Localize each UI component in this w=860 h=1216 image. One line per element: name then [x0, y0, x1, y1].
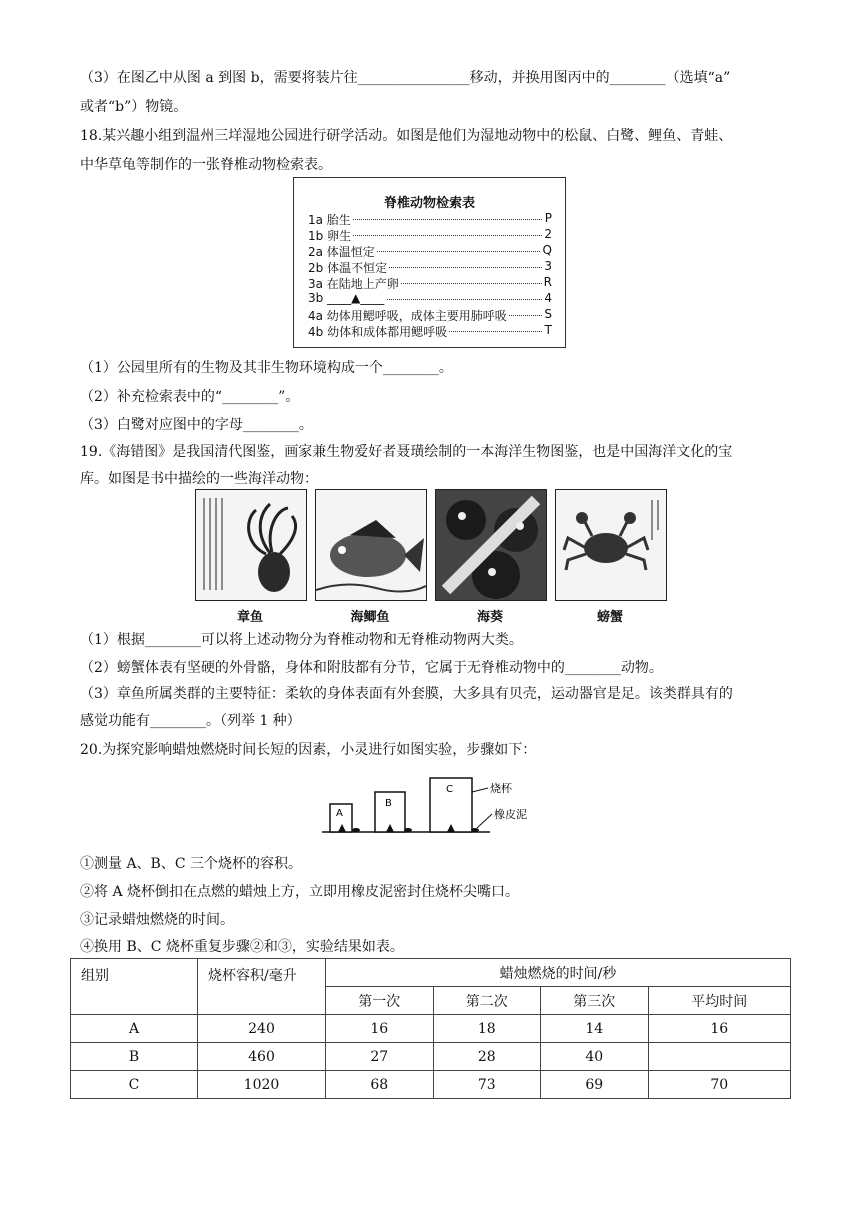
vertebrate-key-figure [293, 177, 566, 348]
cell: B [71, 1043, 198, 1071]
label-octopus: 章鱼 [236, 610, 263, 625]
step-1: ①测量 A、B、C 三个烧杯的容积。 [80, 856, 303, 872]
header-trial: 第二次 [433, 987, 541, 1015]
cell: C [71, 1071, 198, 1099]
cell: A [71, 1015, 198, 1043]
cell: 69 [541, 1071, 649, 1099]
cell: 40 [541, 1043, 649, 1071]
cell: 70 [648, 1071, 791, 1099]
sea-bream-image [315, 489, 427, 601]
cell: 240 [198, 1015, 326, 1043]
beaker-label-c: C [446, 784, 453, 795]
q18-intro-line1: 18.某兴趣小组到温州三垟湿地公园进行研学活动。如图是他们为湿地动物中的松鼠、白鹭、鲤鱼、青蛙、 [80, 128, 733, 144]
cell: 16 [648, 1015, 791, 1043]
q18-part1: （1）公园里所有的生物及其非生物环境构成一个________。 [80, 360, 453, 376]
results-table [70, 958, 791, 1099]
header-trial: 第一次 [326, 987, 434, 1015]
key-row: 4b 幼体和成体都用鳃呼吸 T [308, 323, 552, 339]
beaker-label-a: A [336, 808, 343, 819]
q18-part3: （3）白鹭对应图中的字母________。 [80, 417, 313, 433]
q19-part3-line2: 感觉功能有________。（列举 1 种） [80, 713, 301, 729]
sea-animals-figure [195, 489, 665, 627]
q19-part1: （1）根据________可以将上述动物分为脊椎动物和无脊椎动物两大类。 [80, 632, 523, 648]
cell [648, 1043, 791, 1071]
table-row [71, 1043, 791, 1071]
cell: 16 [326, 1015, 434, 1043]
key-row: 3b ____▲____ 4 [308, 291, 552, 305]
step-2: ②将 A 烧杯倒扣在点燃的蜡烛上方，立即用橡皮泥密封住烧杯尖嘴口。 [80, 884, 520, 900]
label-sea-bream: 海鲫鱼 [350, 610, 390, 625]
key-row: 4a 幼体用鳃呼吸，成体主要用肺呼吸 S [308, 307, 552, 323]
header-group: 组别 [71, 959, 198, 1015]
table-row [71, 1071, 791, 1099]
sea-anemone-image [435, 489, 547, 601]
key-row: 2a 体温恒定 Q [308, 243, 552, 259]
beaker-label-b: B [385, 798, 392, 809]
cell: 68 [326, 1071, 434, 1099]
q17-part3-line2: 或者“b”）物镜。 [80, 99, 188, 115]
key-row: 1b 卵生 2 [308, 227, 552, 243]
label-crab: 螃蟹 [596, 610, 623, 625]
cell: 27 [326, 1043, 434, 1071]
label-sea-anemone: 海葵 [476, 610, 503, 625]
cell: 460 [198, 1043, 326, 1071]
cell: 14 [541, 1015, 649, 1043]
q20-intro: 20.为探究影响蜡烛燃烧时间长短的因素，小灵进行如图实验，步骤如下： [80, 742, 537, 758]
beaker-experiment-figure [320, 772, 540, 838]
cell: 1020 [198, 1071, 326, 1099]
crab-image [555, 489, 667, 601]
table-header-row [71, 959, 791, 987]
header-trial: 平均时间 [648, 987, 791, 1015]
table-row [71, 1015, 791, 1043]
clay-callout: 橡皮泥 [494, 808, 527, 821]
q18-part2: （2）补充检索表中的“________”。 [80, 389, 300, 405]
q19-part3-line1: （3）章鱼所属类群的主要特征：柔软的身体表面有外套膜，大多具有贝壳，运动器官是足。该类群具有的 [80, 686, 733, 702]
cell: 18 [433, 1015, 541, 1043]
header-volume: 烧杯容积/毫升 [198, 959, 326, 1015]
header-time: 蜡烛燃烧的时间/秒 [326, 959, 791, 987]
header-trial: 第三次 [541, 987, 649, 1015]
key-title: 脊椎动物检索表 [383, 196, 475, 211]
key-row: 1a 胎生 P [308, 211, 552, 227]
beaker-callout: 烧杯 [490, 782, 512, 795]
step-3: ③记录蜡烛燃烧的时间。 [80, 912, 234, 928]
q19-intro-line2: 库。如图是书中描绘的一些海洋动物： [80, 471, 318, 487]
q18-intro-line2: 中华草龟等制作的一张脊椎动物检索表。 [80, 157, 332, 173]
key-row: 3a 在陆地上产卵 R [308, 275, 552, 291]
key-row: 2b 体温不恒定 3 [308, 259, 552, 275]
cell: 73 [433, 1071, 541, 1099]
q17-part3-line1: （3）在图乙中从图 a 到图 b，需要将装片往________________移动，并换用图丙中的________（选填“a” [80, 70, 731, 86]
step-4: ④换用 B、C 烧杯重复步骤②和③，实验结果如表。 [80, 939, 404, 955]
octopus-image [195, 489, 307, 601]
cell: 28 [433, 1043, 541, 1071]
q19-part2: （2）螃蟹体表有坚硬的外骨骼，身体和附肢都有分节，它属于无脊椎动物中的________动物。 [80, 660, 663, 676]
q19-intro-line1: 19.《海错图》是我国清代图鉴，画家兼生物爱好者聂璜绘制的一本海洋生物图鉴，也是中国海洋文化的宝 [80, 444, 733, 460]
